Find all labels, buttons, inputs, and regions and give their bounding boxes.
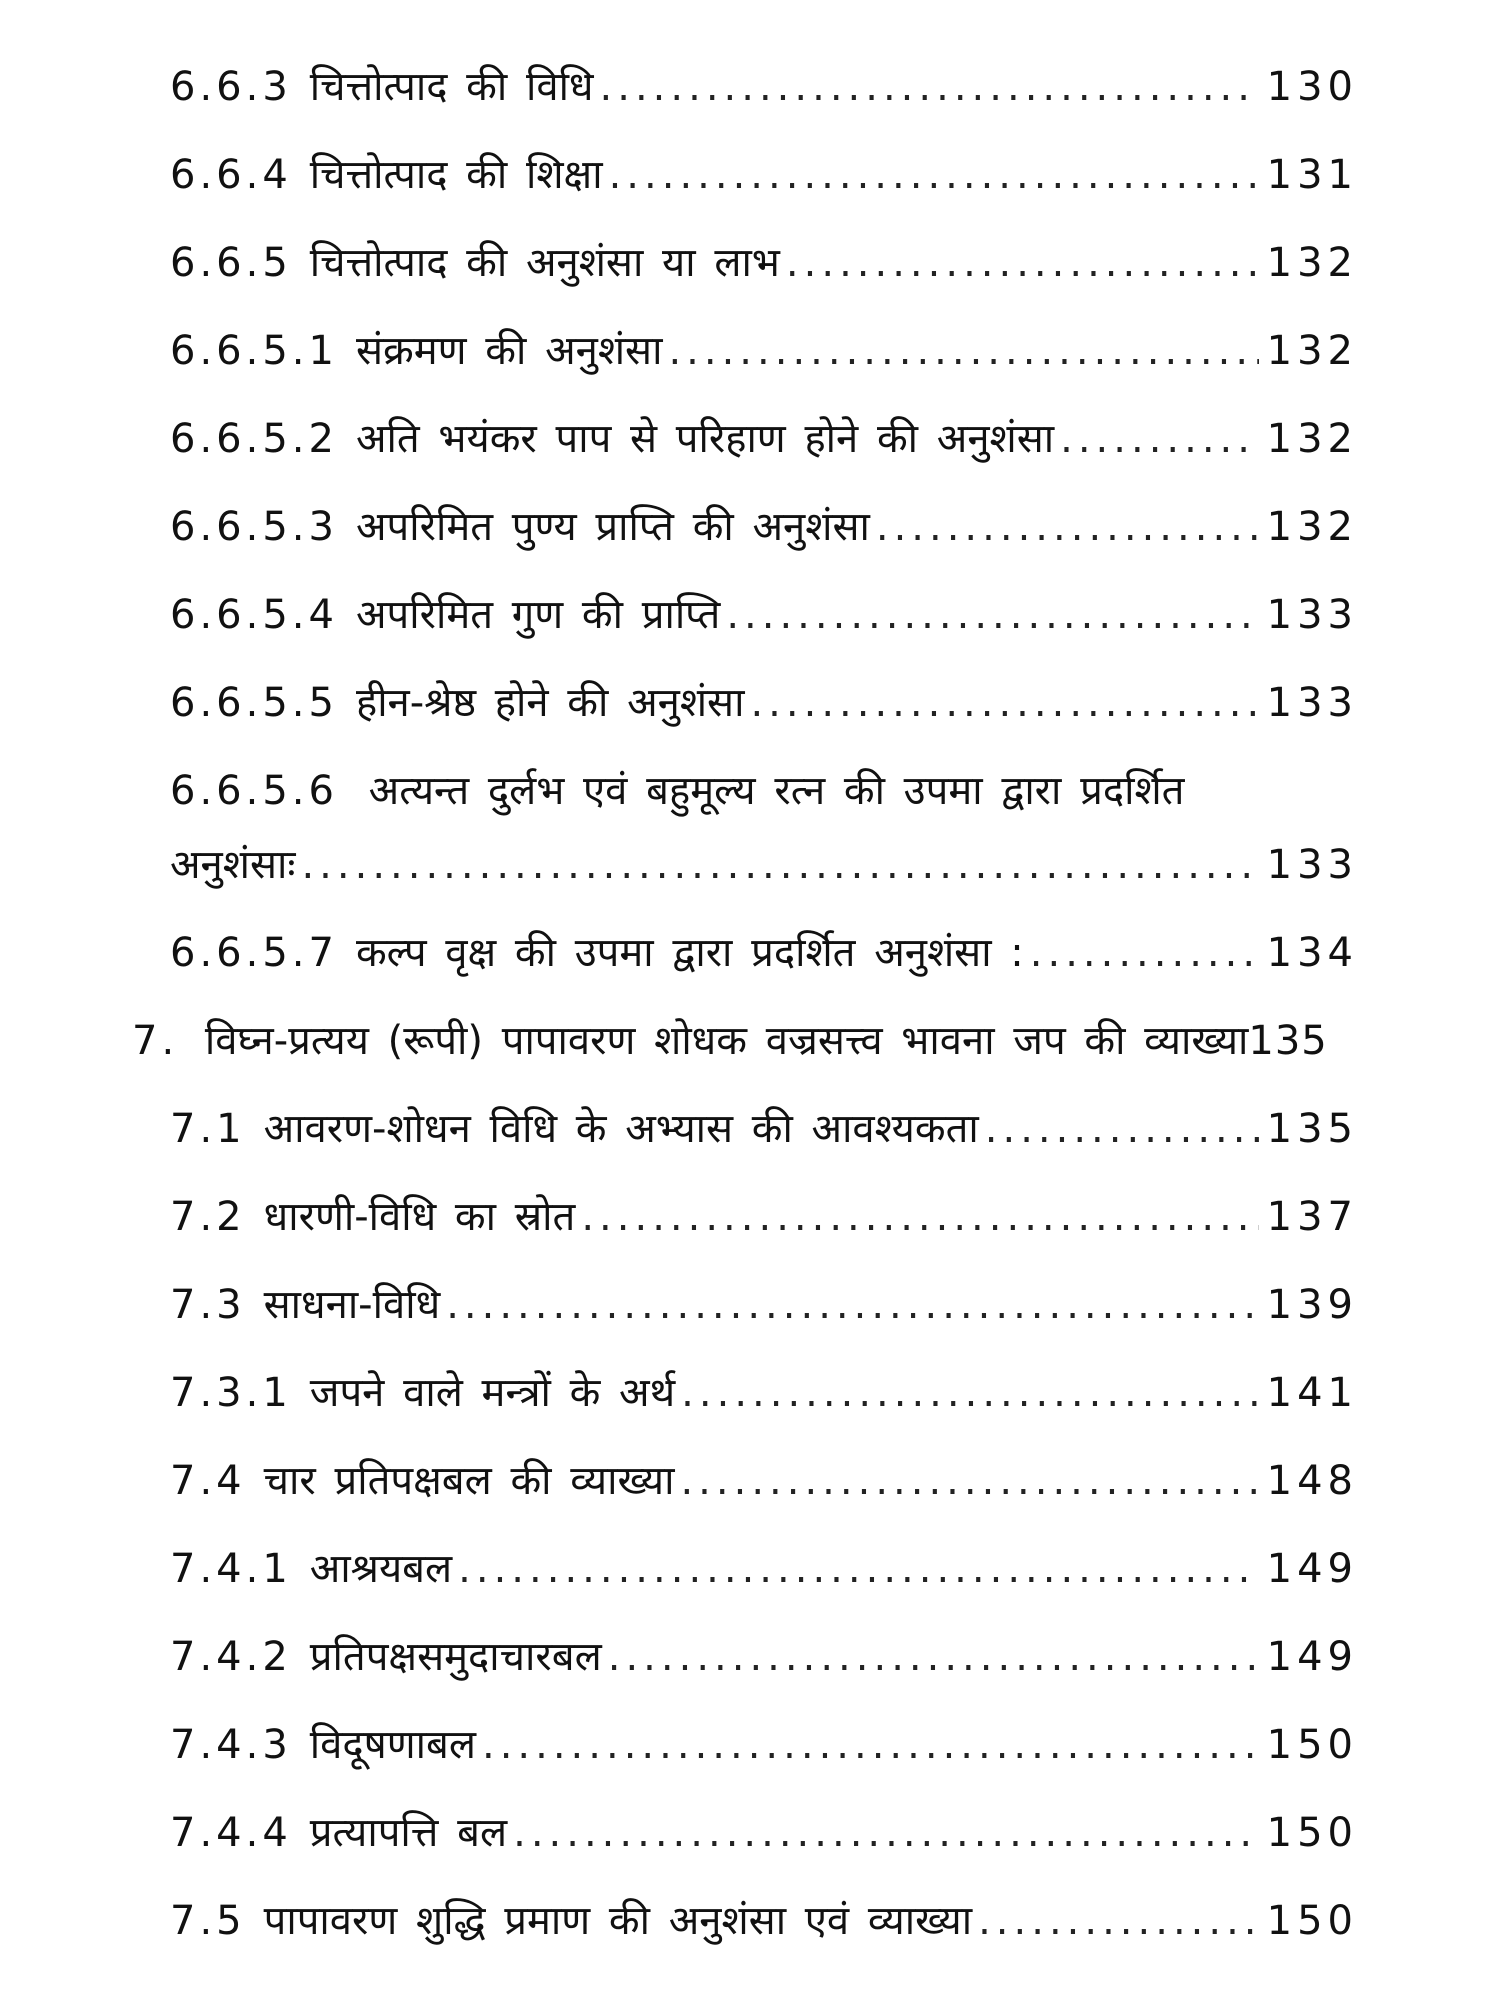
entry-page: 132 <box>1266 504 1358 550</box>
entry-page: 150 <box>1266 1898 1358 1944</box>
entry-title: अति भयंकर पाप से परिहाण होने की अनुशंसा <box>355 416 1055 462</box>
entry-page: 133 <box>1266 680 1358 726</box>
entry-title-continuation: अनुशंसाः <box>170 842 296 888</box>
toc-entry <box>170 150 1358 200</box>
entry-number: 7.4.1 <box>170 1546 292 1592</box>
dot-leader <box>1030 928 1259 978</box>
toc-entry <box>170 1104 1358 1154</box>
entry-number: 6.6.5.4 <box>170 592 338 638</box>
entry-page: 139 <box>1266 1282 1358 1328</box>
dot-leader <box>581 1192 1258 1242</box>
entry-title: धारणी-विधि का स्रोत <box>263 1194 576 1240</box>
entry-page: 132 <box>1266 328 1358 374</box>
entry-number: 7.4.2 <box>170 1634 292 1680</box>
entry-number: 6.6.5.5 <box>170 680 338 726</box>
entry-title: विघ्न-प्रत्यय (रूपी) पापावरण शोधक वज्रसत्त्व भावना जप की व्याख्या <box>204 1018 1249 1064</box>
toc-entry <box>170 1192 1358 1242</box>
entry-page: 135 <box>1266 1106 1358 1152</box>
toc-chapter-entry <box>132 1016 1328 1066</box>
dot-leader <box>681 1368 1258 1418</box>
toc-entry <box>170 502 1358 552</box>
entry-page: 132 <box>1266 240 1358 286</box>
entry-number: 6.6.5 <box>170 240 292 286</box>
entry-number: 7.4.3 <box>170 1722 292 1768</box>
toc-entry <box>170 414 1358 464</box>
entry-page: 149 <box>1266 1546 1358 1592</box>
entry-number: 6.6.4 <box>170 152 292 198</box>
entry-number: 6.6.5.1 <box>170 328 338 374</box>
toc-entry <box>170 62 1358 112</box>
entry-number: 6.6.3 <box>170 64 292 110</box>
toc-entry <box>170 928 1358 978</box>
entry-number: 7.5 <box>170 1898 246 1944</box>
toc-entry <box>170 1368 1358 1418</box>
toc-entry <box>170 678 1358 728</box>
entry-title: अपरिमित पुण्य प्राप्ति की अनुशंसा <box>355 504 870 550</box>
entry-number: 7. <box>132 1018 179 1064</box>
entry-number: 7.3 <box>170 1282 246 1328</box>
entry-page: 137 <box>1266 1194 1358 1240</box>
entry-number: 7.1 <box>170 1106 246 1152</box>
entry-title: आवरण-शोधन विधि के अभ्यास की आवश्यकता <box>263 1106 979 1152</box>
entry-page: 148 <box>1266 1458 1358 1504</box>
entry-title: कल्प वृक्ष की उपमा द्वारा प्रदर्शित अनुशंसा : <box>355 930 1024 976</box>
entry-page: 132 <box>1266 416 1358 462</box>
entry-title: अपरिमित गुण की प्राप्ति <box>355 592 721 638</box>
entry-title: प्रतिपक्षसमुदाचारबल <box>309 1634 602 1680</box>
entry-title: हीन-श्रेष्ठ होने की अनुशंसा <box>355 680 745 726</box>
toc-entry-first-line <box>170 766 1184 816</box>
dot-leader <box>985 1104 1259 1154</box>
dot-leader <box>876 502 1259 552</box>
dot-leader <box>301 840 1258 890</box>
toc-entry <box>170 1280 1358 1330</box>
entry-page: 150 <box>1266 1722 1358 1768</box>
entry-page: 130 <box>1266 64 1358 110</box>
entry-title: साधना-विधि <box>263 1282 441 1328</box>
toc-entry <box>170 1896 1358 1946</box>
toc-entry <box>170 326 1358 376</box>
entry-number: 6.6.5.7 <box>170 930 338 976</box>
dot-leader <box>608 1632 1259 1682</box>
entry-title: चित्तोत्पाद की विधि <box>309 64 594 110</box>
dot-leader <box>668 326 1258 376</box>
dot-leader <box>600 62 1259 112</box>
entry-number: 6.6.5.2 <box>170 416 338 462</box>
entry-page: 149 <box>1266 1634 1358 1680</box>
toc-entry <box>170 1720 1358 1770</box>
dot-leader <box>513 1808 1259 1858</box>
entry-number: 6.6.5.6 <box>170 768 338 814</box>
entry-title: चित्तोत्पाद की शिक्षा <box>309 152 603 198</box>
toc-entry <box>170 238 1358 288</box>
toc-entry <box>170 1544 1358 1594</box>
entry-title: आश्रयबल <box>309 1546 453 1592</box>
entry-title: विदूषणाबल <box>309 1722 476 1768</box>
entry-number: 7.3.1 <box>170 1370 292 1416</box>
entry-title: चित्तोत्पाद की अनुशंसा या लाभ <box>309 240 780 286</box>
dot-leader <box>446 1280 1258 1330</box>
entry-number: 6.6.5.3 <box>170 504 338 550</box>
dot-leader <box>726 590 1258 640</box>
toc-entry <box>170 590 1358 640</box>
dot-leader <box>482 1720 1259 1770</box>
entry-page: 150 <box>1266 1810 1358 1856</box>
entry-page: 135 <box>1248 1018 1328 1064</box>
dot-leader <box>786 238 1259 288</box>
dot-leader <box>458 1544 1258 1594</box>
entry-title: जपने वाले मन्त्रों के अर्थ <box>309 1370 676 1416</box>
dot-leader <box>978 1896 1259 1946</box>
dot-leader <box>750 678 1258 728</box>
entry-page: 133 <box>1266 842 1358 888</box>
entry-page: 141 <box>1266 1370 1358 1416</box>
entry-title: प्रत्यापत्ति बल <box>309 1810 508 1856</box>
entry-title: चार प्रतिपक्षबल की व्याख्या <box>263 1458 675 1504</box>
entry-page: 134 <box>1266 930 1358 976</box>
dot-leader <box>680 1456 1258 1506</box>
toc-entry <box>170 1632 1358 1682</box>
toc-entry <box>170 840 1358 890</box>
entry-number: 7.4.4 <box>170 1810 292 1856</box>
toc-entry <box>170 1808 1358 1858</box>
entry-number: 7.2 <box>170 1194 246 1240</box>
entry-number: 7.4 <box>170 1458 246 1504</box>
dot-leader <box>1060 414 1259 464</box>
entry-page: 133 <box>1266 592 1358 638</box>
entry-title: पापावरण शुद्धि प्रमाण की अनुशंसा एवं व्याख्या <box>263 1898 973 1944</box>
dot-leader <box>609 150 1259 200</box>
entry-page: 131 <box>1266 152 1358 198</box>
toc-entry <box>170 1456 1358 1506</box>
entry-title: संक्रमण की अनुशंसा <box>355 328 663 374</box>
entry-title: अत्यन्त दुर्लभ एवं बहुमूल्य रत्न की उपमा द्वारा प्रदर्शित <box>368 768 1185 814</box>
